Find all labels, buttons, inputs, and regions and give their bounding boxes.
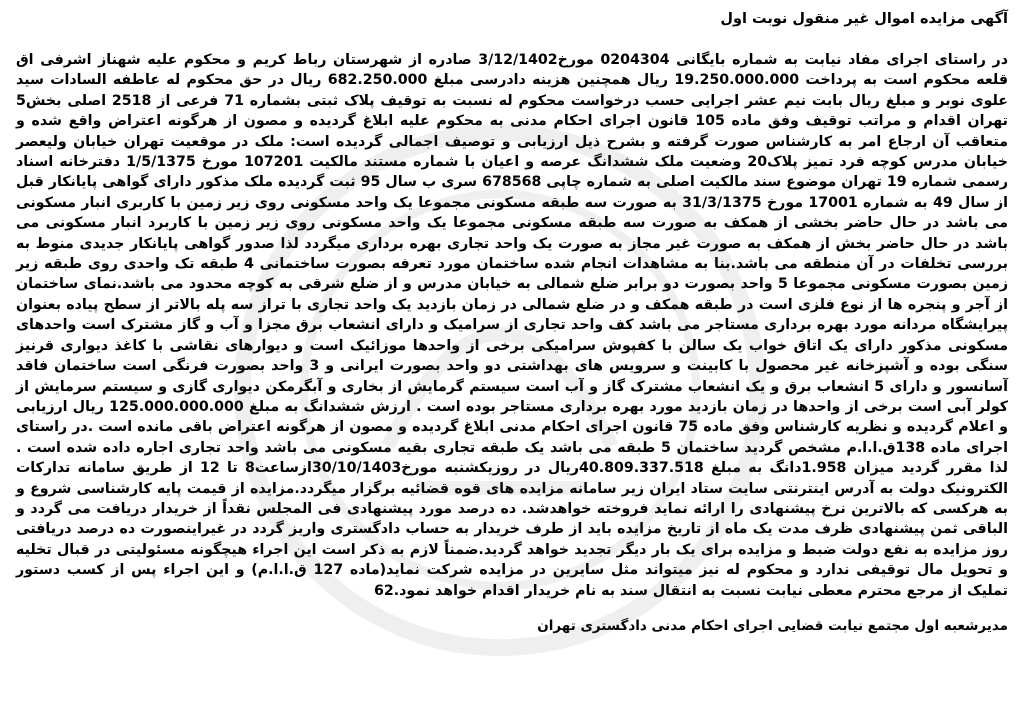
notice-body: در راستای اجرای مفاد نیابت به شماره بایگانی 0204304 مورخ3/12/1402 صادره از شهرستان رباط کریم و محکوم علیه شهناز اشرفی اق قلعه محکوم است به پرداخت 19.250.000.000 ریال همچنین هزینه دادرسی مبلغ 682.250.000 ریال در حق محکوم له عاطفه السادات سید علوی نوبر و مبلغ ریال بابت نیم عشر اجرایی حسب درخواست محکوم له نسبت به توقیف پلاک ثبتی بشماره 71 فرعی از 2518 اصلی بخش5 تهران اقدام و مراتب توقیف وفق ماده 105 قانون اجرای احکام مدنی به محکوم علیه ابلاغ گردیده و مصون از هرگونه اعتراض واقع شده و متعاقب آن ارجاع امر به کارشناس صورت گرفته و بشرح ذیل ارزیابی و توصیف اجمالی گردیده است: ملک در موقعیت تهران خیابان ولیعصر خیابان مدرس کوچه فرد تمیز پلاک20 وضعیت ملک ششدانگ عرصه و اعیان با شماره مستند مالکیت 107201 مورخ 1/5/1375 دفترخانه اسناد رسمی شماره 19 تهران موضوع سند مالکیت اصلی به شماره چاپی 678568 سری ب سال 95 ثبت گردیده ملک مذکور دارای گواهی پایانکار قبل از سال 49 به شماره 17001 مورخ 31/3/1375 به صورت سه طبقه مسکونی مجموعا یک واحد مسکونی روی زیر زمین با کاربری انبار مسکونی می باشد در حال حاضر بخشی از همکف به صورت سه طبقه مسکونی مجموعا یک واحد مسکونی روی زیر زمین با کاربرد انبار مسکونی می باشد در حال حاضر بخش از همکف به صورت غیر مجاز به صورت یک واحد تجاری بهره برداری میگردد لذا صدور گواهی پایانکار جدیدی منوط به بررسی تخلفات در آن منطقه می باشد.بنا به مشاهدات انجام شده ساختمان مورد تعرفه بصورت ساختمانی 4 طبقه تک واحدی روی طبقه زیر زمین بصورت مسکونی مجموعا 5 واحد بصورت دو برابر ضلع شمالی به خیابان مدرس و از ضلع شرقی به کوچه محدود می باشد.نمای ساختمان از آجر و پنجره ها از نوع فلزی است در طبقه همکف و در ضلع شمالی در زمان بازدید یک واحد تجاری با تراز سه پله بالاتر از سطح پیاده بعنوان پیرایشگاه مردانه مورد بهره برداری مستاجر می باشد کف واحد تجاری از سرامیک و دارای انشعاب برق مجزا و آب و گاز مشترک است واحدهای مسکونی مذکور دارای یک اتاق خواب یک سالن با کفپوش سرامیکی برخی از واحدها موزائیک است و دیوارهای نقاشی با کاغذ دیواری قرنیز سنگی بوده و آشپزخانه غیر محصول با کابینت و سرویس های بهداشتی دو واحد بصورت ایرانی و 3 واحد بصورت فرنگی است ساختمان فاقد آسانسور و دارای 5 انشعاب برق و یک انشعاب مشترک گاز و آب است سیستم گرمایش از بخاری و آبگرمکن دیواری گازی و سیستم سرمایش از کولر آبی است برخی از واحدها در زمان بازدید مورد بهره برداری مستاجر بوده است . ارزش ششدانگ به مبلغ 125.000.000.000 ریال ارزیابی و اعلام گردیده و نظریه کارشناس وفق ماده 75 قانون اجرای احکام مدنی ابلاغ گردیده و مصون از هرگونه اعتراض باقی مانده است .در راستای اجرای ماده 138ق.ا.ا.م مشخص گردید ساختمان 5 طبقه می باشد یک طبقه تجاری بقیه مسکونی می باشد واحد تجاری اجاره داده شده است . لذا مقرر گردید میزان 1.958دانگ به مبلغ 40.809.337.518ریال در روزیکشنبه مورخ30/10/1403ازساعت8 تا 12 از طریق سامانه تدارکات الکترونیک دولت به آدرس اینترنتی سایت ستاد ایران زیر سامانه مزایده های قوه قضائیه برگزار میگردد.مزایده از قیمت پایه کارشناسی شروع و به هرکسی که بالاترین نرخ پیشنهادی را ارائه نماید فروخته خواهدشد. ده درصد مورد پیشنهادی فی المجلس نقداً از خریدار دریافت می گردد و الباقی ثمن پیشنهادی ظرف مدت یک ماه از تاریخ مزایده باید از طرف خریدار به حساب دادگستری واریز گردد در غیراینصورت ده درصد دریافتی روز مزایده به نفع دولت ضبط و مزایده برای یک بار دیگر تجدید خواهد گردید.ضمناً لازم به ذکر است این اجراء هیچگونه مسئولیتی در قبال تخلیه و تحویل مال توقیفی ندارد و محکوم له نیز میتواند مثل سایرین در مزایده شرکت نماید(ماده 127 ق.ا.ا.م) و این اجراء پس از کسب دستور تملیک از مرجع محترم معطی نیابت نسبت به انتقال سند به نام خریدار اقدام خواهد نمود.62 xyxy=(16,52,1009,599)
notice-title: آگهی مزایده اموال غیر منقول نوبت اول xyxy=(720,11,1008,27)
notice-signature: مدیرشعبه اول مجتمع نیابت قضایی اجرای احکام مدنی دادگستری تهران xyxy=(537,617,1008,634)
